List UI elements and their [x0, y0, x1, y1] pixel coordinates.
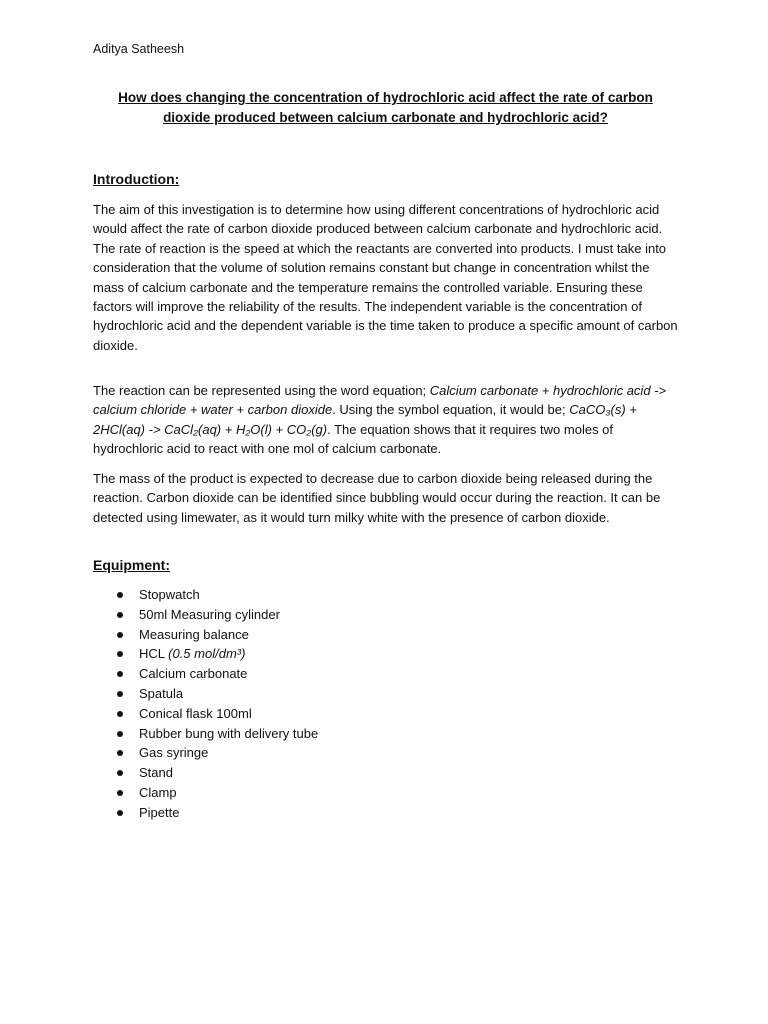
bullet-icon [117, 691, 123, 697]
introduction-paragraph-2 [93, 381, 678, 459]
equipment-item [93, 605, 318, 625]
introduction-heading: Introduction: [93, 171, 180, 187]
bullet-icon [117, 592, 123, 598]
equipment-item [93, 664, 318, 684]
author-name: Aditya Satheesh [93, 42, 185, 56]
equipment-item [93, 625, 318, 645]
equipment-item [93, 704, 318, 724]
equipment-item-label: Rubber bung with delivery tube [139, 725, 319, 741]
equipment-item-note: (0.5 mol/dm³) [168, 646, 246, 662]
equipment-item-label: Calcium carbonate [139, 666, 248, 682]
symbol-equation: CaCO₃(s) + 2HCl(aq) -> CaCl₂(aq) + H₂O(l) + CO₂(g) [93, 402, 637, 437]
bullet-icon [117, 731, 123, 737]
equipment-item-label: Spatula [139, 685, 184, 701]
bullet-icon [117, 612, 123, 618]
equation-tail-text: . The equation shows that it requires two moles of hydrochloric acid to react with one mol of calcium carbonate. [93, 421, 614, 457]
bullet-icon [117, 711, 123, 717]
equipment-item-label: Stopwatch [139, 587, 200, 602]
equipment-heading: Equipment: [93, 557, 170, 573]
equipment-item [93, 803, 318, 823]
document-title: How does changing the concentration of hydrochloric acid affect the rate of carbon dioxide produced between calcium carbonate and hydrochloric acid? [118, 90, 653, 125]
bullet-icon [117, 810, 123, 816]
equipment-item-label: Pipette [139, 804, 180, 820]
bullet-icon [117, 790, 123, 796]
equation-mid-text: . Using the symbol equation, it would be; [332, 402, 566, 418]
equipment-item-label: 50ml Measuring cylinder [139, 606, 280, 622]
equipment-item [93, 724, 318, 744]
equipment-item-label: Gas syringe [139, 745, 209, 761]
equipment-item [93, 644, 318, 664]
introduction-paragraph-1: The aim of this investigation is to determine how using different concentrations of hydrochloric acid would affect the rate of carbon dioxide produced between calcium carbonate and hydrochloric acid. The rate of reaction is the speed at which the reactants are converted into products. I must take into consideration that the volume of solution remains constant but change in concentration whilst the mass of calcium carbonate and the temperature remains the controlled variable. Ensuring these factors will improve the reliability of the results. The independent variable is the concentration of hydrochloric acid and the dependent variable is the time taken to produce a specific amount of carbon dioxide. [93, 202, 678, 353]
equipment-item [93, 763, 318, 783]
bullet-icon [117, 671, 123, 677]
bullet-icon [117, 750, 123, 756]
equation-lead-text: The reaction can be represented using the word equation; [93, 383, 427, 398]
introduction-paragraph-3: The mass of the product is expected to decrease due to carbon dioxide being released during the reaction. Carbon dioxide can be identified since bubbling would occur during the reaction. It can be detected using limewater, as it would turn milky white with the presence of carbon dioxide. [93, 471, 661, 525]
equipment-item [93, 743, 318, 763]
equipment-item-label: Measuring balance [139, 626, 249, 642]
bullet-icon [117, 632, 123, 638]
equipment-item-label: HCL [139, 646, 169, 662]
bullet-icon [117, 770, 123, 776]
equipment-item-label: Clamp [139, 784, 177, 800]
equipment-item [93, 684, 318, 704]
equipment-item [93, 585, 318, 605]
word-equation: Calcium carbonate + hydrochloric acid -> calcium chloride + water + carbon dioxide [93, 383, 667, 418]
equipment-list [93, 585, 318, 823]
equipment-item [93, 783, 318, 803]
bullet-icon [117, 651, 123, 657]
equipment-item-label: Conical flask 100ml [139, 705, 252, 721]
equipment-item-label: Stand [139, 765, 173, 781]
